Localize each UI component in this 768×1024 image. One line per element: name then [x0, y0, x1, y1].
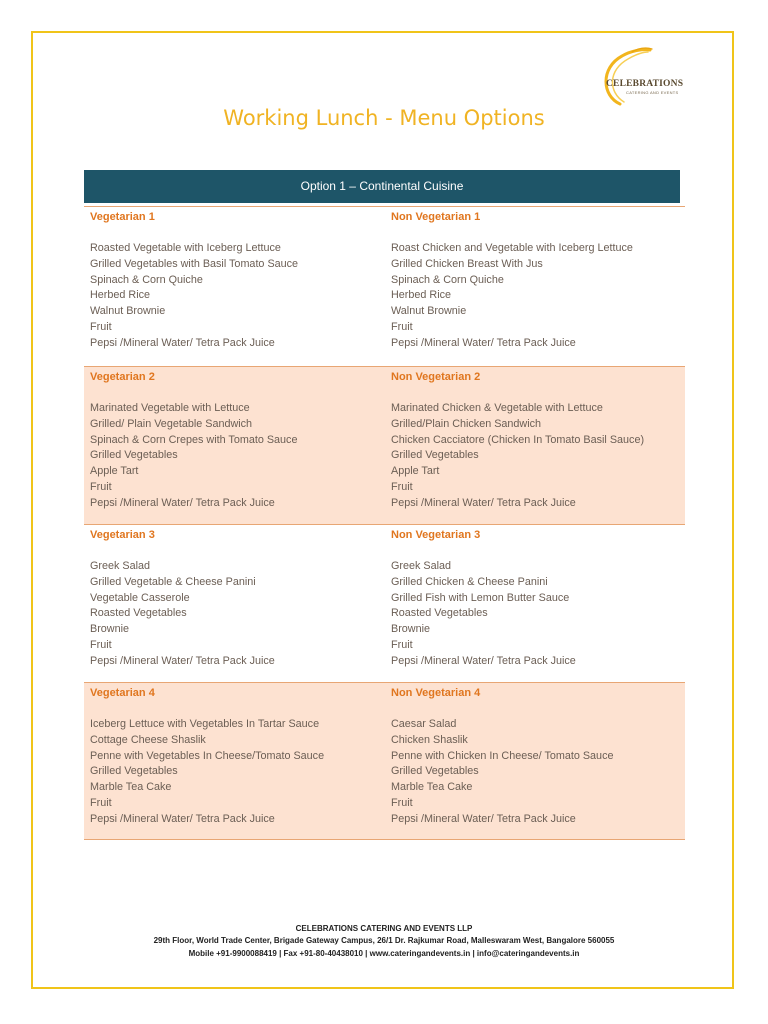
menu-item: Cottage Cheese Shaslik	[90, 734, 206, 747]
vegetarian-column	[90, 207, 386, 351]
vegetarian-column	[90, 525, 386, 669]
spacer	[90, 386, 386, 402]
menu-item: Penne with Chicken In Cheese/ Tomato Sauce	[391, 749, 614, 762]
vegetarian-column	[90, 367, 386, 511]
menu-item: Marble Tea Cake	[90, 781, 172, 794]
menu-group	[84, 524, 685, 682]
menu-item: Brownie	[391, 623, 431, 636]
menu-item: Grilled Chicken & Cheese Panini	[391, 576, 548, 589]
non-vegetarian-column	[391, 683, 685, 827]
menu-heading: Non Vegetarian 4	[391, 687, 481, 699]
spacer	[391, 702, 685, 718]
menu-item: Caesar Salad	[391, 718, 457, 731]
celebrations-logo	[598, 46, 694, 106]
menu-item: Penne with Vegetables In Cheese/Tomato Sauce	[90, 749, 325, 762]
menu-item: Roasted Vegetables	[90, 607, 187, 620]
menu-item: Brownie	[90, 623, 130, 636]
menu-item: Greek Salad	[391, 560, 452, 573]
menu-item: Fruit	[391, 796, 413, 809]
menu-item: Apple Tart	[90, 465, 139, 478]
menu-item: Fruit	[391, 320, 413, 333]
menu-item: Chicken Shaslik	[391, 734, 468, 747]
menu-item: Grilled Vegetables	[90, 449, 178, 462]
menu-item: Grilled/ Plain Vegetable Sandwich	[90, 418, 253, 431]
menu-item: Vegetable Casserole	[90, 591, 190, 604]
menu-item: Walnut Brownie	[90, 305, 166, 318]
menu-item: Iceberg Lettuce with Vegetables In Tartar Sauce	[90, 718, 320, 731]
menu-item: Greek Salad	[90, 560, 151, 573]
menu-item: Pepsi /Mineral Water/ Tetra Pack Juice	[391, 496, 576, 509]
spacer	[90, 226, 386, 242]
menu-item: Fruit	[391, 480, 413, 493]
option-header: Option 1 – Continental Cuisine	[84, 170, 680, 203]
menu-heading: Vegetarian 2	[90, 371, 155, 383]
menu-item: Grilled/Plain Chicken Sandwich	[391, 418, 542, 431]
spacer	[90, 544, 386, 560]
menu-item: Roasted Vegetables	[391, 607, 488, 620]
menu-item: Fruit	[90, 796, 112, 809]
menu-item: Spinach & Corn Quiche	[90, 273, 203, 286]
menu-item: Roast Chicken and Vegetable with Iceberg Lettuce	[391, 242, 633, 255]
menu-item: Chicken Cacciatore (Chicken In Tomato Basil Sauce)	[391, 433, 645, 446]
vegetarian-column	[90, 683, 386, 827]
menu-table	[84, 206, 685, 840]
menu-item: Apple Tart	[391, 465, 440, 478]
footer-address: 29th Floor, World Trade Center, Brigade Gateway Campus, 26/1 Dr. Rajkumar Road, Malleswaram West, Bangalore 560055	[153, 936, 615, 945]
menu-item: Grilled Vegetables	[90, 765, 178, 778]
menu-heading: Non Vegetarian 1	[391, 211, 481, 223]
menu-item: Roasted Vegetable with Iceberg Lettuce	[90, 242, 281, 255]
menu-item: Marinated Vegetable with Lettuce	[90, 402, 250, 415]
menu-item: Fruit	[90, 320, 112, 333]
menu-item: Herbed Rice	[391, 289, 452, 302]
menu-item: Pepsi /Mineral Water/ Tetra Pack Juice	[391, 812, 576, 825]
menu-item: Pepsi /Mineral Water/ Tetra Pack Juice	[90, 336, 275, 349]
menu-item: Pepsi /Mineral Water/ Tetra Pack Juice	[90, 496, 275, 509]
menu-heading: Vegetarian 1	[90, 211, 155, 223]
footer-company: CELEBRATIONS CATERING AND EVENTS LLP	[295, 924, 473, 933]
footer-contact: Mobile +91-9900088419 | Fax +91-80-40438010 | www.cateringandevents.in | info@cateringandevents.in	[188, 949, 580, 958]
menu-heading: Non Vegetarian 2	[391, 371, 481, 383]
menu-heading: Non Vegetarian 3	[391, 529, 481, 541]
menu-item: Pepsi /Mineral Water/ Tetra Pack Juice	[391, 654, 576, 667]
menu-item: Grilled Vegetable & Cheese Panini	[90, 576, 256, 589]
menu-item: Fruit	[90, 638, 112, 651]
spacer	[90, 702, 386, 718]
spacer	[391, 226, 685, 242]
menu-item: Herbed Rice	[90, 289, 151, 302]
spacer	[391, 386, 685, 402]
menu-item: Grilled Vegetables	[391, 765, 479, 778]
menu-item: Grilled Vegetables with Basil Tomato Sauce	[90, 258, 299, 271]
menu-item: Pepsi /Mineral Water/ Tetra Pack Juice	[90, 812, 275, 825]
logo-subtitle: CATERING AND EVENTS	[626, 90, 679, 95]
spacer	[391, 544, 685, 560]
menu-item: Marble Tea Cake	[391, 781, 473, 794]
non-vegetarian-column	[391, 525, 685, 669]
menu-item: Grilled Chicken Breast With Jus	[391, 258, 543, 271]
menu-item: Pepsi /Mineral Water/ Tetra Pack Juice	[391, 336, 576, 349]
menu-group	[84, 206, 685, 366]
menu-item: Spinach & Corn Quiche	[391, 273, 504, 286]
logo-name: CELEBRATIONS	[606, 79, 684, 89]
page-title: Working Lunch - Menu Options	[223, 106, 545, 130]
menu-heading: Vegetarian 4	[90, 687, 155, 699]
menu-item: Pepsi /Mineral Water/ Tetra Pack Juice	[90, 654, 275, 667]
menu-item: Walnut Brownie	[391, 305, 467, 318]
menu-item: Marinated Chicken & Vegetable with Lettuce	[391, 402, 603, 415]
non-vegetarian-column	[391, 367, 685, 511]
non-vegetarian-column	[391, 207, 685, 351]
menu-item: Grilled Vegetables	[391, 449, 479, 462]
menu-item: Fruit	[90, 480, 112, 493]
menu-item: Spinach & Corn Crepes with Tomato Sauce	[90, 433, 298, 446]
menu-group	[84, 682, 685, 840]
menu-heading: Vegetarian 3	[90, 529, 155, 541]
menu-group	[84, 366, 685, 524]
menu-item: Grilled Fish with Lemon Butter Sauce	[391, 591, 570, 604]
menu-item: Fruit	[391, 638, 413, 651]
